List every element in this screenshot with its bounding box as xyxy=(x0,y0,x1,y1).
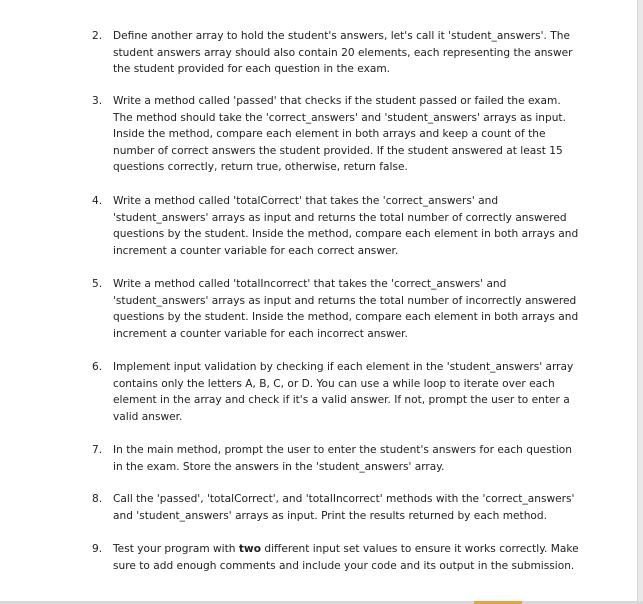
list-item-7 xyxy=(92,442,582,475)
item-text-after: different input set values to ensure it works correctly. Make sure to add enough comments and include your code and its output in the submission. xyxy=(113,543,579,572)
item-text: Write a method called 'totalIncorrect' that takes the 'correct_answers' and 'student_answers' arrays as input and returns the total number of incorrectly answered questions by the student. Inside the method, compare each element in both arrays and increment a counter variable for each incorrect answer. xyxy=(113,278,579,340)
item-number: 8. xyxy=(92,493,103,505)
item-number: 2. xyxy=(92,30,103,42)
page-edge-right xyxy=(637,0,643,604)
list-item-6 xyxy=(92,359,582,425)
item-text: Write a method called 'passed' that checks if the student passed or failed the exam. The method should take the 'correct_answers' and 'student_answers' arrays as input. Inside the method, compare each element in both arrays and keep a count of the number of correct answers the student provided. If the student answered at least 15 questions correctly, return true, otherwise, return false. xyxy=(113,95,566,173)
item-text-bold: two xyxy=(238,543,261,555)
list-item-4 xyxy=(92,193,582,259)
item-number: 4. xyxy=(92,195,103,207)
item-number: 5. xyxy=(92,278,103,290)
item-number: 3. xyxy=(92,95,103,107)
list-item-3 xyxy=(92,93,582,176)
list-item-2 xyxy=(92,28,582,78)
item-number: 9. xyxy=(92,543,103,555)
list-item-5 xyxy=(92,276,582,342)
item-text: Implement input validation by checking if each element in the 'student_answers' array contains only the letters A, B, C, or D. You can use a while loop to iterate over each element in the array and check if it's a valid answer. If not, prompt the user to enter a valid answer. xyxy=(113,361,574,423)
item-number: 6. xyxy=(92,361,103,373)
item-text: Define another array to hold the student's answers, let's call it 'student_answers'. The student answers array should also contain 20 elements, each representing the answer the student provided for each question in the exam. xyxy=(113,30,573,75)
item-text xyxy=(113,541,582,574)
item-number: 7. xyxy=(92,444,103,456)
item-text-before: Test your program with xyxy=(113,543,239,555)
item-text: Call the 'passed', 'totalCorrect', and 'totalIncorrect' methods with the 'correct_answers' and 'student_answers' arrays as input. Print the results returned by each method. xyxy=(113,493,575,522)
list-item-8 xyxy=(92,491,582,524)
item-text: Write a method called 'totalCorrect' that takes the 'correct_answers' and 'student_answers' arrays as input and returns the total number of correctly answered questions by the student. Inside the method, compare each element in both arrays and increment a counter variable for each correct answer. xyxy=(113,195,579,257)
list-item-9 xyxy=(92,541,582,574)
item-text: In the main method, prompt the user to enter the student's answers for each question in the exam. Store the answers in the 'student_answers' array. xyxy=(113,444,573,473)
